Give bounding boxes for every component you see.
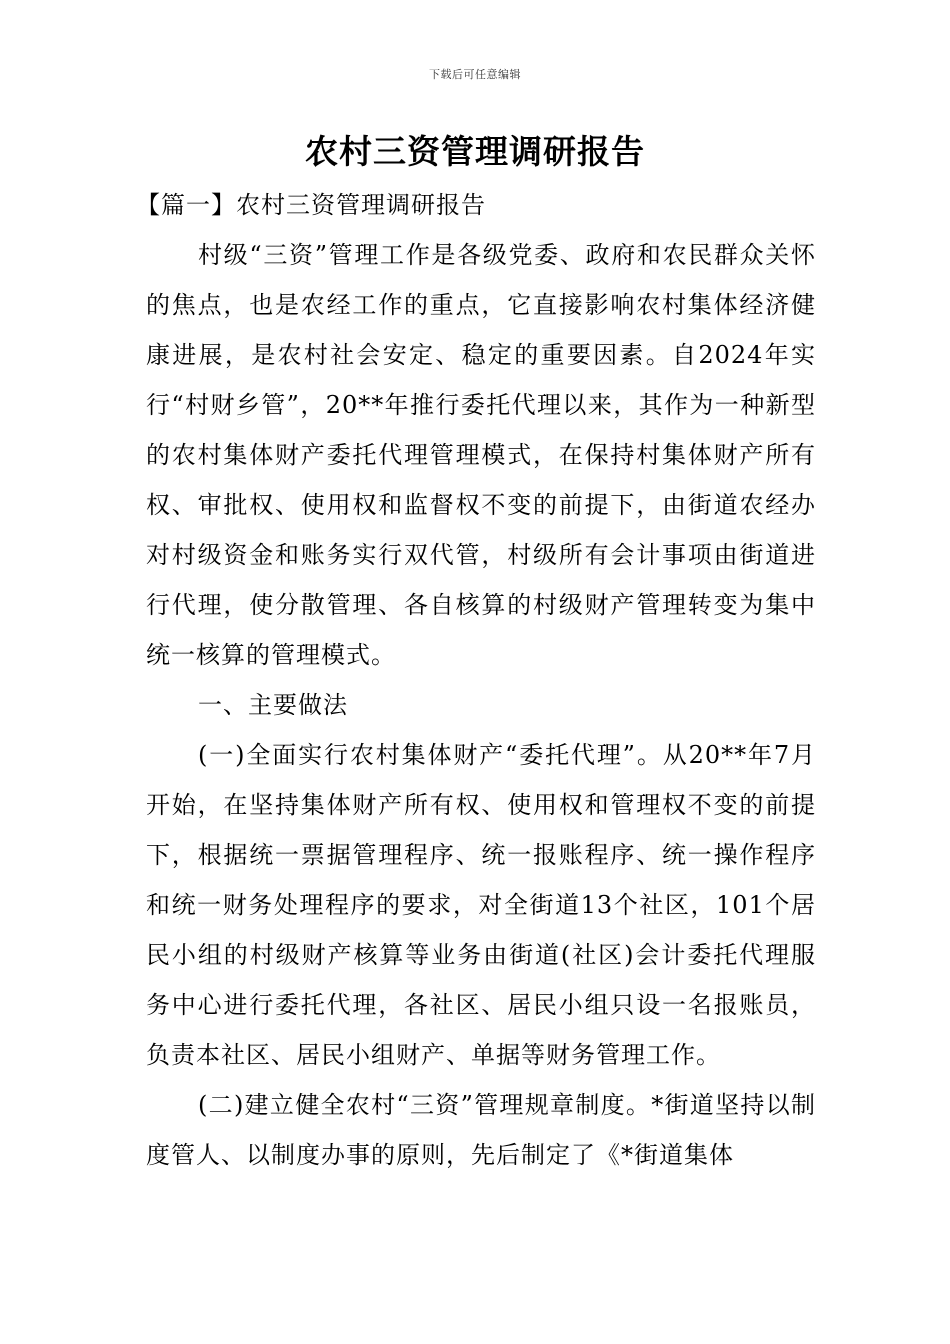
paragraph-intro: 村级“三资”管理工作是各级党委、政府和农民群众关怀的焦点，也是农经工作的重点，它直接影响农村集体经济健康进展，是农村社会安定、稳定的重要因素。自2024年实行“村财乡管”，20**年推行委托代理以来，其作为一种新型的农村集体财产委托代理管理模式，在保持村集体财产所有权、审批权、使用权和监督权不变的前提下，由街道农经办对村级资金和账务实行双代管，村级所有会计事项由街道进行代理，使分散管理、各自核算的村级财产管理转变为集中统一核算的管理模式。 — [146, 241, 816, 669]
document-body — [136, 180, 816, 1180]
paragraph-regulations: (二)建立健全农村“三资”管理规章制度。*街道坚持以制度管人、以制度办事的原则，先后制定了《*街道集体 — [146, 1091, 816, 1169]
subheading-main-practices: 一、主要做法 — [198, 691, 348, 719]
document-title: 农村三资管理调研报告 — [305, 132, 645, 171]
header-note: 下载后可任意编辑 — [429, 68, 521, 81]
paragraph-entrusted-agency: (一)全面实行农村集体财产“委托代理”。从20**年7月开始，在坚持集体财产所有权、使用权和管理权不变的前提下，根据统一票据管理程序、统一报账程序、统一操作程序和统一财务处理程序的要求，对全街道13个社区，101个居民小组的村级财产核算等业务由街道(社区)会计委托代理服务中心进行委托代理，各社区、居民小组只设一名报账员，负责本社区、居民小组财产、单据等财务管理工作。 — [146, 741, 816, 1069]
section-heading: 【篇一】农村三资管理调研报告 — [136, 191, 486, 219]
